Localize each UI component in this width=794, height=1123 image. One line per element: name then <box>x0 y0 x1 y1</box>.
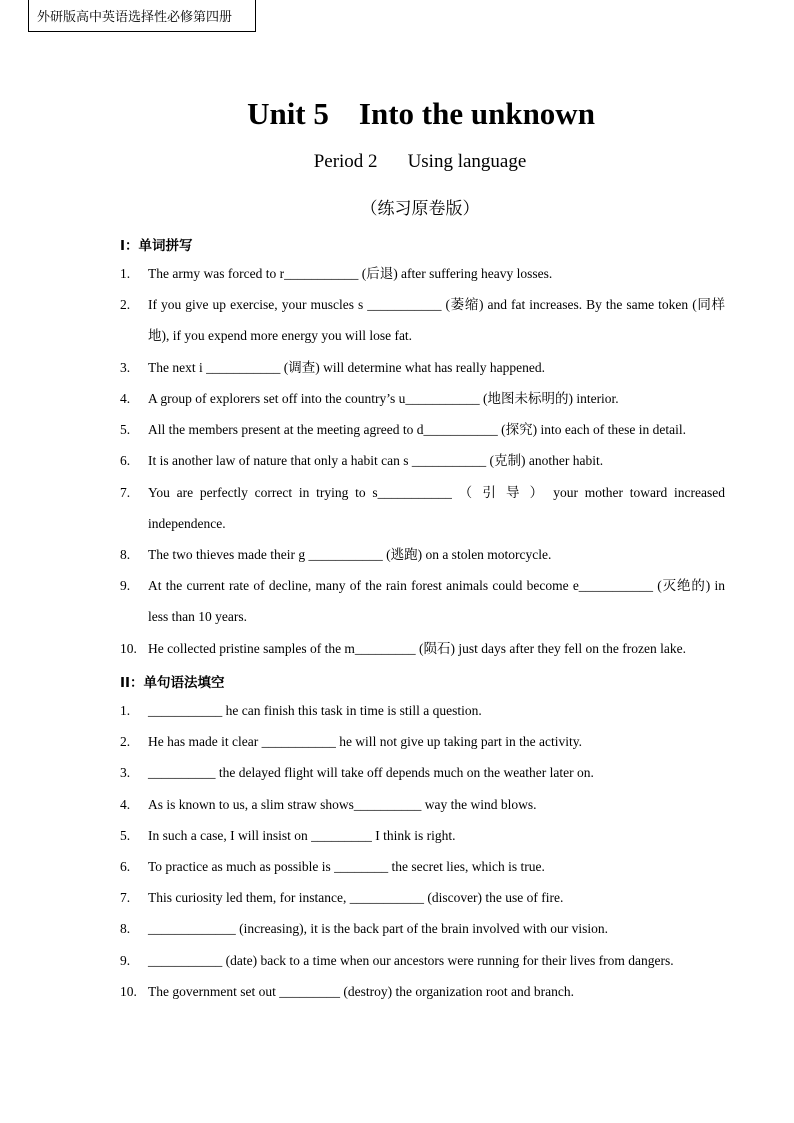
list-item <box>120 945 725 976</box>
item-number: 7. <box>120 485 131 500</box>
period-subtitle <box>0 151 794 173</box>
item-number: 4. <box>120 391 131 406</box>
item-text: In such a case, I will insist on _________ I think is right. <box>148 828 456 843</box>
period-label: Period 2 <box>313 151 378 172</box>
list-item <box>120 477 725 539</box>
list-item <box>120 414 725 445</box>
unit-name: Into the unknown <box>358 96 595 131</box>
item-text: A group of explorers set off into the country’s u___________ (地图未标明的) interior. <box>148 391 619 406</box>
list-item <box>120 851 725 882</box>
unit-label: Unit 5 <box>247 96 329 131</box>
item-text: __________ the delayed flight will take off depends much on the weather later on. <box>148 765 594 780</box>
item-text: The government set out _________ (destroy) the organization root and branch. <box>148 984 575 999</box>
item-text: ___________ (date) back to a time when our ancestors were running for their lives from dangers. <box>148 953 674 968</box>
item-text: ___________ he can finish this task in time is still a question. <box>148 703 482 718</box>
item-number: 9. <box>120 953 131 968</box>
item-number: 1. <box>120 703 131 718</box>
item-number: 10. <box>120 984 137 999</box>
list-item <box>120 445 725 476</box>
list-item <box>120 976 725 1007</box>
item-number: 3. <box>120 360 131 375</box>
item-number: 4. <box>120 797 131 812</box>
list-item <box>120 882 725 913</box>
list-item <box>120 789 725 820</box>
list-item <box>120 913 725 944</box>
list-item <box>120 570 725 632</box>
item-text: The two thieves made their g ___________ (逃跑) on a stolen motorcycle. <box>148 547 552 562</box>
list-item <box>120 757 725 788</box>
list-item <box>120 726 725 757</box>
item-number: 6. <box>120 453 131 468</box>
item-text: As is known to us, a slim straw shows__________ way the wind blows. <box>148 797 537 812</box>
edition-label: （练习原卷版） <box>360 199 480 219</box>
item-number: 8. <box>120 921 131 936</box>
item-number: 5. <box>120 828 131 843</box>
item-text: At the current rate of decline, many of the rain forest animals could become e___________ (灭绝的) in less than 10 years. <box>148 578 725 624</box>
list-item <box>120 695 725 726</box>
item-text: He has made it clear ___________ he will not give up taking part in the activity. <box>148 734 583 749</box>
item-text: _____________ (increasing), it is the back part of the brain involved with our vision. <box>148 921 609 936</box>
section-heading-grammar: II：单句语法填空 <box>120 675 225 691</box>
book-tag-text: 外研版高中英语选择性必修第四册 <box>37 10 233 25</box>
item-text: If you give up exercise, your muscles s ___________ (萎缩) and fat increases. By the same token (同样地), if you expend more energy you will lose fat. <box>148 297 725 343</box>
list-item <box>120 633 725 664</box>
book-tag <box>28 0 256 32</box>
item-number: 10. <box>120 641 137 656</box>
item-text: The next i ___________ (调查) will determine what has really happened. <box>148 360 546 375</box>
item-number: 2. <box>120 734 131 749</box>
item-text: He collected pristine samples of the m_________ (陨石) just days after they fell on the frozen lake. <box>148 641 686 656</box>
item-number: 1. <box>120 266 131 281</box>
item-number: 5. <box>120 422 131 437</box>
item-number: 2. <box>120 297 131 312</box>
list-item <box>120 258 725 289</box>
list-item <box>120 352 725 383</box>
item-number: 6. <box>120 859 131 874</box>
list-item <box>120 539 725 570</box>
list-item <box>120 289 725 351</box>
item-text: It is another law of nature that only a habit can s ___________ (克制) another habit. <box>148 453 604 468</box>
item-number: 8. <box>120 547 131 562</box>
item-text: All the members present at the meeting agreed to d___________ (探究) into each of these in detail. <box>148 422 686 437</box>
page-title <box>0 96 794 132</box>
item-text: The army was forced to r___________ (后退) after suffering heavy losses. <box>148 266 553 281</box>
section-heading-spelling: I：单词拼写 <box>120 238 193 254</box>
item-number: 3. <box>120 765 131 780</box>
item-text: You are perfectly correct in trying to s___________ （ 引 导 ） your mother toward increased independence. <box>148 485 725 531</box>
list-item <box>120 820 725 851</box>
item-number: 9. <box>120 578 131 593</box>
period-name: Using language <box>407 151 527 172</box>
item-text: This curiosity led them, for instance, ___________ (discover) the use of fire. <box>148 890 564 905</box>
item-number: 7. <box>120 890 131 905</box>
list-item <box>120 383 725 414</box>
item-text: To practice as much as possible is ________ the secret lies, which is true. <box>148 859 545 874</box>
